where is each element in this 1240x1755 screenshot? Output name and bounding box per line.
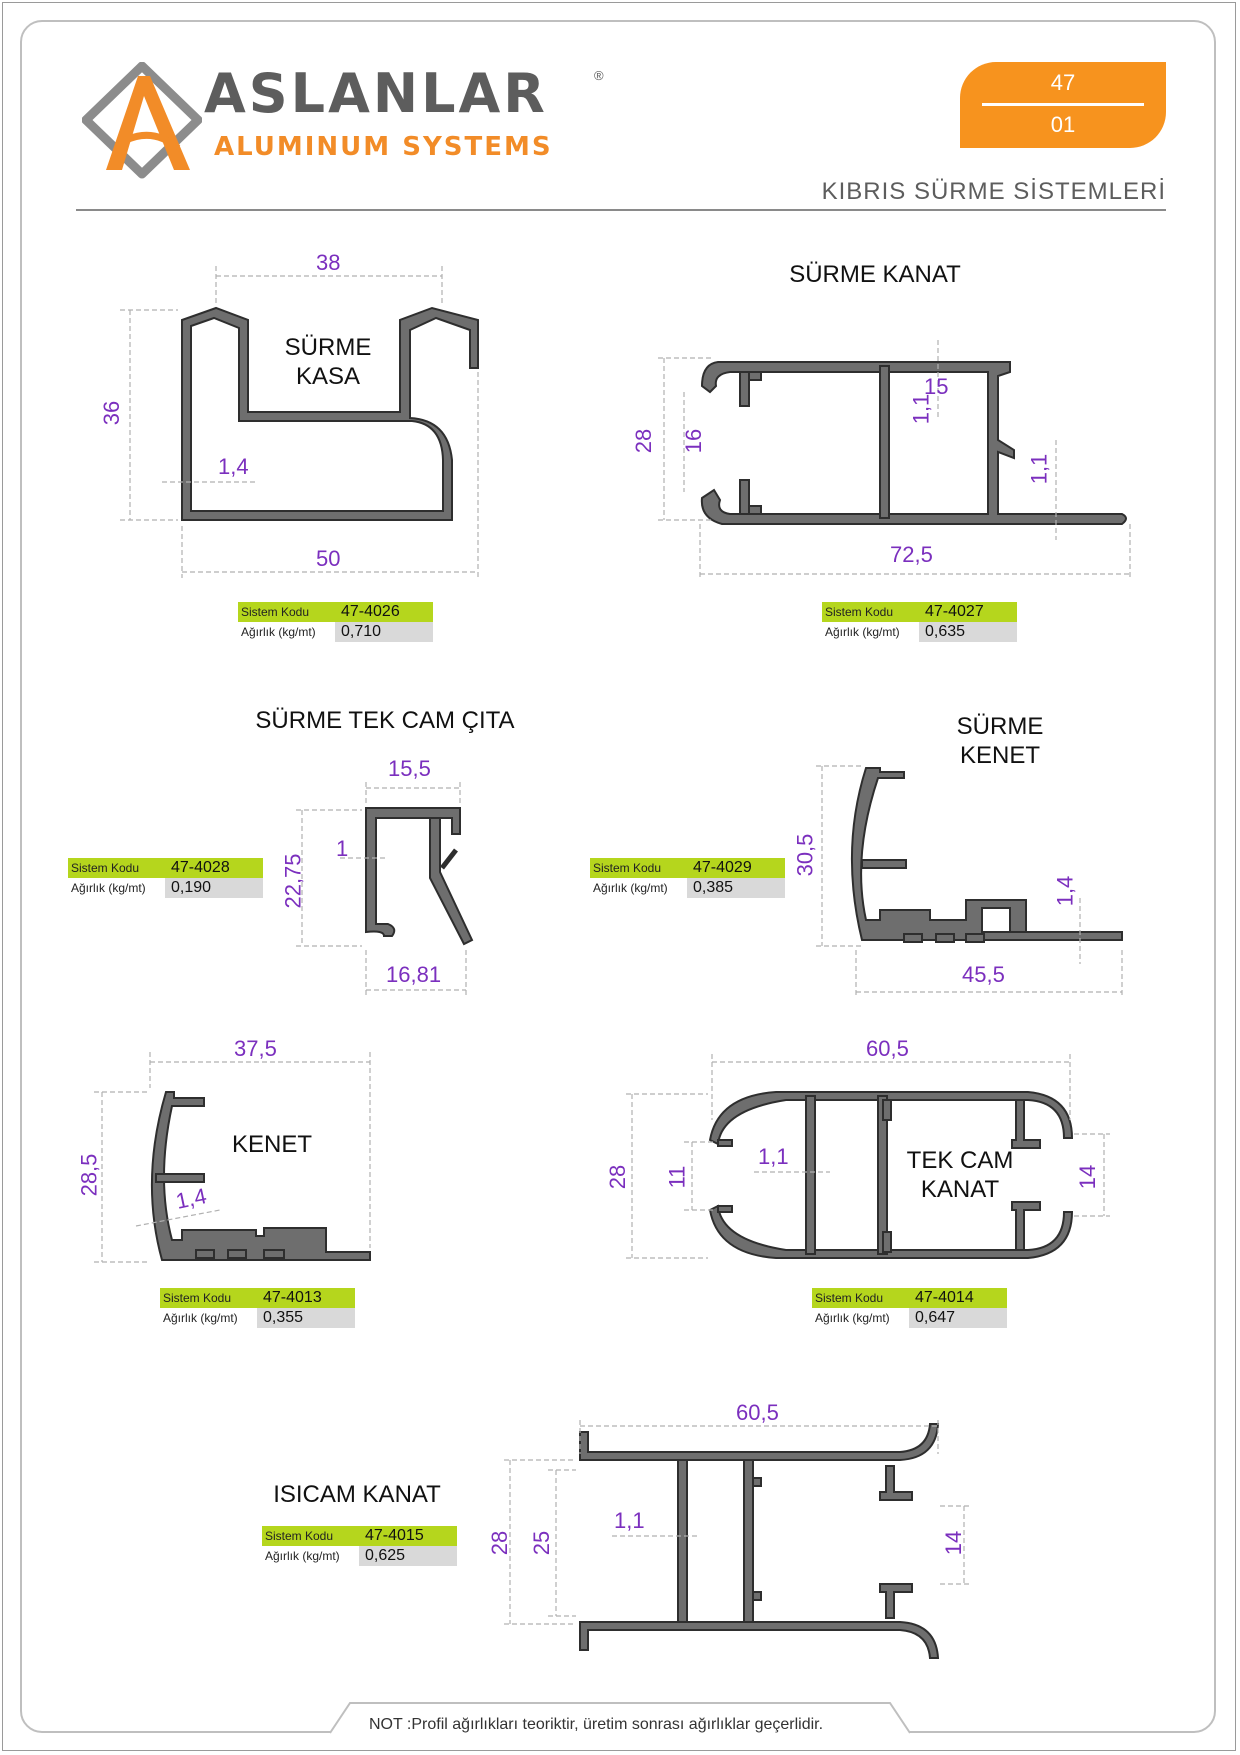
profile-4-name	[940, 712, 1060, 770]
weight-row	[160, 1308, 355, 1328]
weight-label: Ağırlık (kg/mt)	[163, 1311, 238, 1325]
profile-6-name	[900, 1146, 1020, 1204]
page-number-top: 47	[1050, 70, 1076, 95]
code-row	[68, 858, 263, 878]
dim-5-wall: 1,4	[173, 1183, 209, 1214]
profile-7-name: ISICAM KANAT	[273, 1481, 441, 1508]
dim-3-wall: 1	[336, 836, 349, 861]
weight-value: 0,710	[335, 622, 433, 642]
dim-6-left: 28	[605, 1164, 631, 1190]
dim-2-slot: 15	[924, 374, 949, 399]
code-row	[262, 1526, 457, 1546]
dim-7-inner: 25	[529, 1530, 555, 1556]
dim-3-top: 15,5	[388, 756, 431, 781]
profile-surme-tek-cam-cita-drawing	[296, 782, 472, 996]
weight-value: 0,647	[909, 1308, 1007, 1328]
profile-1-name	[268, 333, 388, 391]
code-label: Sistem Kodu	[160, 1288, 257, 1308]
dim-2-inner: 16	[681, 428, 707, 454]
profile-2-name: SÜRME KANAT	[789, 261, 961, 288]
weight-label: Ağırlık (kg/mt)	[265, 1549, 340, 1563]
dim-6-top: 60,5	[866, 1036, 909, 1061]
profile-4-name-line2: KENET	[959, 742, 1040, 769]
info-box-47-4027	[822, 602, 1017, 642]
weight-label: Ağırlık (kg/mt)	[241, 625, 316, 639]
dim-7-left: 28	[487, 1530, 513, 1556]
weight-row	[238, 622, 433, 642]
dim-1-bottom: 50	[316, 546, 341, 571]
dim-2-t1: 1,1	[908, 393, 934, 425]
profile-6-name-line1: TEK CAM	[906, 1147, 1014, 1174]
profile-3-name: SÜRME TEK CAM ÇITA	[255, 707, 515, 734]
code-row	[160, 1288, 355, 1308]
page-number-bottom: 01	[1050, 112, 1076, 137]
weight-value: 0,385	[687, 878, 785, 898]
dim-5-left: 28,5	[76, 1153, 102, 1197]
dim-3-bottom: 16,81	[386, 962, 442, 987]
weight-label: Ağırlık (kg/mt)	[71, 881, 146, 895]
dim-7-wall: 1,1	[614, 1508, 645, 1533]
brand-name: ASLANLAR	[204, 62, 548, 125]
weight-value: 0,190	[165, 878, 263, 898]
dim-1-wall: 1,4	[218, 454, 249, 479]
dim-6-inner: 11	[664, 1165, 690, 1189]
weight-label: Ağırlık (kg/mt)	[593, 881, 668, 895]
info-box-47-4013	[160, 1288, 355, 1328]
code-row	[590, 858, 785, 878]
weight-row	[812, 1308, 1007, 1328]
dim-1-left: 36	[99, 400, 125, 426]
code-value: 47-4014	[909, 1288, 1007, 1308]
weight-value: 0,635	[919, 622, 1017, 642]
info-box-47-4028	[68, 858, 263, 898]
code-row	[238, 602, 433, 622]
code-value: 47-4013	[257, 1288, 355, 1308]
weight-row	[262, 1546, 457, 1566]
weight-row	[590, 878, 785, 898]
code-label: Sistem Kodu	[590, 858, 687, 878]
profile-tek-cam-kanat-drawing	[626, 1054, 1110, 1258]
weight-label: Ağırlık (kg/mt)	[815, 1311, 890, 1325]
dim-7-top: 60,5	[736, 1400, 779, 1425]
info-box-47-4029	[590, 858, 785, 898]
profile-surme-kasa-drawing	[120, 266, 478, 578]
code-value: 47-4026	[335, 602, 433, 622]
weight-row	[822, 622, 1017, 642]
dim-3-left: 22,75	[280, 853, 306, 909]
section-title: KIBRIS SÜRME SİSTEMLERİ	[821, 178, 1166, 205]
weight-value: 0,355	[257, 1308, 355, 1328]
dim-2-bottom: 72,5	[890, 542, 933, 567]
dim-2-t2: 1,1	[1026, 453, 1052, 485]
dim-7-right: 14	[941, 1530, 967, 1556]
dim-2-outer: 28	[631, 428, 657, 454]
dim-4-bottom: 45,5	[962, 962, 1005, 987]
code-row	[812, 1288, 1007, 1308]
code-label: Sistem Kodu	[262, 1526, 359, 1546]
weight-row	[68, 878, 263, 898]
code-label: Sistem Kodu	[238, 602, 335, 622]
code-row	[822, 602, 1017, 622]
code-label: Sistem Kodu	[68, 858, 165, 878]
dim-4-left: 30,5	[792, 833, 818, 877]
code-value: 47-4015	[359, 1526, 457, 1546]
profile-1-name-line1: SÜRME	[284, 334, 372, 361]
code-value: 47-4029	[687, 858, 785, 878]
dim-5-top: 37,5	[234, 1036, 277, 1061]
code-value: 47-4028	[165, 858, 263, 878]
weight-value: 0,625	[359, 1546, 457, 1566]
dim-4-wall: 1,4	[1052, 875, 1078, 907]
info-box-47-4026	[238, 602, 433, 642]
code-label: Sistem Kodu	[812, 1288, 909, 1308]
info-box-47-4014	[812, 1288, 1007, 1328]
weight-label: Ağırlık (kg/mt)	[825, 625, 900, 639]
brand-subtitle: ALUMINUM SYSTEMS	[214, 132, 553, 162]
dim-6-right: 14	[1075, 1164, 1101, 1190]
profile-4-name-line1: SÜRME	[956, 713, 1044, 740]
dim-6-wall: 1,1	[758, 1144, 789, 1169]
profile-isicam-kanat-drawing	[504, 1420, 970, 1658]
dim-1-top: 38	[316, 250, 341, 275]
info-box-47-4015	[262, 1526, 457, 1566]
profile-6-name-line2: KANAT	[920, 1176, 1000, 1203]
profile-1-name-line2: KASA	[295, 363, 361, 390]
code-label: Sistem Kodu	[822, 602, 919, 622]
code-value: 47-4027	[919, 602, 1017, 622]
profile-5-name: KENET	[231, 1131, 312, 1158]
registered-mark: ®	[594, 68, 604, 83]
footer-note: NOT :Profil ağırlıkları teoriktir, üretim sonrası ağırlıklar geçerlidir.	[369, 1716, 824, 1733]
